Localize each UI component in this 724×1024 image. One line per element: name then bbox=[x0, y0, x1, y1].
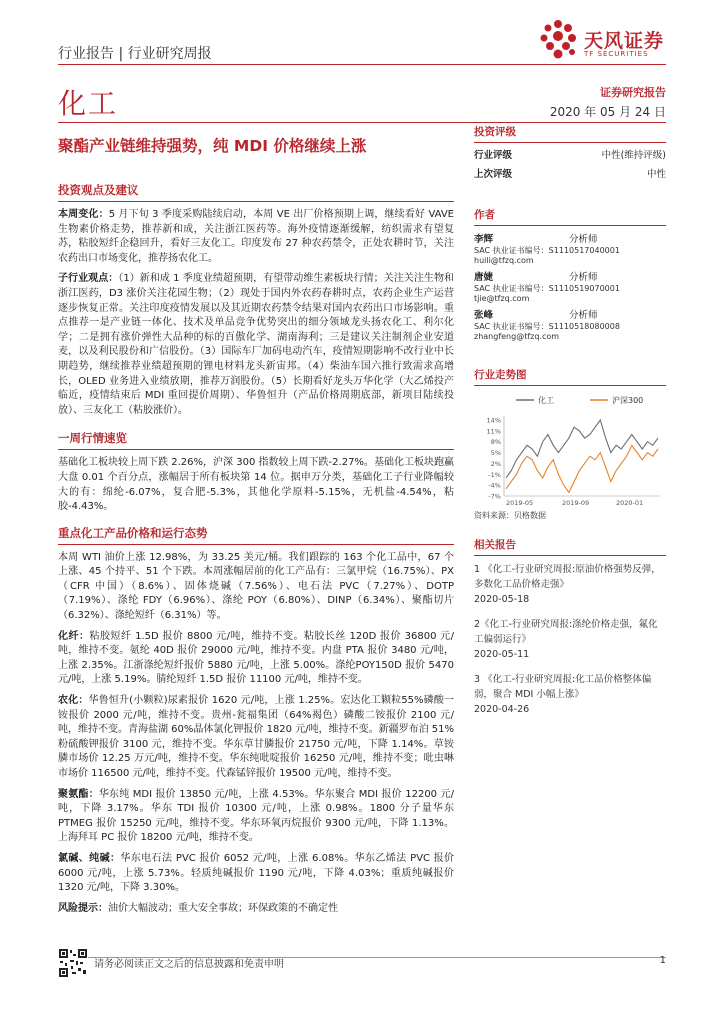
para-body: 华东电石法 PVC 报价 6052 元/吨，上涨 6.08%。华东乙烯法 PVC 报价 6000 元/吨，上涨 5.73%。轻质纯碱报价 1190 元/吨，下降 4.03%；重质纯碱报价 1320 元/吨，下降 3.30%。 bbox=[58, 852, 454, 894]
author-email[interactable]: huili@tfzq.com bbox=[474, 256, 534, 265]
para-body: 华鲁恒升(小颗粒)尿素报价 1620 元/吨，上涨 1.25%。宏达化工颗粒55%磷酸一铵报价 2000 元/吨，维持不变。贵州-瓮福集团（64%褐色）磷酸二铵报价 2100 元/吨，维持不变。青海盐湖 60%晶体氯化钾报价 1820 元/吨，维持不变。新疆罗布泊 51%粉硫酸钾报价 3100 元，维持不变。华东草甘膦报价 21750 元/吨，下降 1.14%。草铵膦市场价 12.25 万元/吨，维持不变。华东纯吡啶报价 16250 元/吨，维持不变；吡虫啉市场价 116500 元/吨，维持不变。代森锰锌报价 19500 元/吨，维持不变。 bbox=[58, 695, 455, 779]
chart-divider bbox=[474, 385, 666, 386]
related-report-text: 1 《化工-行业研究周报:原油价格强势反弹，多数化工品价格走强》 bbox=[474, 564, 661, 590]
paragraph-agro bbox=[58, 694, 454, 782]
para-body: 基础化工板块较上周下跌 2.26%，沪深 300 指数较上周下跌-2.27%。基础化工板块跑赢大盘 0.01 个百分点，涨幅居于所有板块第 14 位。据申万分类，基础化工子行业降幅较大的有：绵纶-6.07%，复合肥-5.3%，其他化学原料-5.15%，无机盐-4.54%，粘胶-4.43%。 bbox=[58, 457, 454, 513]
para-lead: 子行业观点： bbox=[58, 273, 119, 285]
related-report-date: 2020-04-26 bbox=[474, 704, 530, 715]
main-column bbox=[58, 182, 454, 916]
author-block bbox=[474, 307, 666, 341]
para-lead: 聚氨酯： bbox=[58, 788, 99, 800]
section-title-views: 投资观点及建议 bbox=[58, 183, 139, 197]
paragraph-chlor-alkali bbox=[58, 852, 454, 896]
related-report-text: 3 《化工-行业研究周报:化工品价格整体偏弱，聚合 MDI 小幅上涨》 bbox=[474, 674, 652, 700]
para-lead: 氯碱、纯碱： bbox=[58, 852, 121, 864]
rating-value: 中性(维持评级) bbox=[601, 150, 666, 161]
para-lead: 本周变化： bbox=[58, 209, 109, 220]
author-sac: SAC 执业证书编号：S1110517040001 bbox=[474, 246, 620, 255]
industry-trend-chart bbox=[474, 390, 666, 508]
paragraph-risk bbox=[58, 902, 454, 917]
y-tick-label: -4% bbox=[488, 481, 501, 490]
y-tick-label: 2% bbox=[490, 459, 501, 468]
author-role: 分析师 bbox=[569, 234, 598, 245]
author-sac: SAC 执业证书编号：S1110519070001 bbox=[474, 284, 620, 293]
report-category: 证券研究报告 bbox=[600, 86, 666, 99]
paragraph-oil bbox=[58, 551, 454, 624]
footer-disclaimer[interactable]: 请务必阅读正文之后的信息披露和免责申明 bbox=[94, 959, 284, 970]
author-sac: SAC 执业证书编号：S1110518080008 bbox=[474, 322, 620, 331]
para-lead: 风险提示： bbox=[58, 902, 108, 914]
header-divider bbox=[58, 64, 666, 65]
brand-logo bbox=[536, 18, 666, 66]
industry-title: 化工 bbox=[58, 87, 119, 120]
chart-source: 资料来源：贝格数据 bbox=[474, 511, 546, 520]
chart-title: 行业走势图 bbox=[474, 369, 527, 381]
logo-text-cn: 天风证券 bbox=[584, 30, 665, 52]
related-title: 相关报告 bbox=[474, 539, 516, 551]
author-role: 分析师 bbox=[569, 272, 598, 283]
series-line bbox=[506, 445, 658, 492]
related-report-item[interactable] bbox=[474, 617, 662, 662]
para-body: 粘胶短纤 1.5D 报价 8800 元/吨，维持不变。粘胶长丝 120D 报价 36800 元/吨，维持不变。氨纶 40D 报价 29000 元/吨，维持不变。内盘 PTA 报价 3480 元/吨，上涨 2.35%。江浙涤纶短纤报价 5880 元/吨，上涨 5.00%。涤纶POY150D 报价 5470 元/吨，上涨 5.19%。腈纶短纤 1.5D 报价 11100 元/吨，维持不变。 bbox=[58, 630, 455, 686]
rating-row bbox=[474, 147, 666, 161]
y-tick-label: -1% bbox=[488, 470, 501, 479]
para-lead: 农化： bbox=[58, 695, 89, 707]
paragraph-polyurethane bbox=[58, 788, 454, 846]
para-body: 华东纯 MDI 报价 13850 元/吨，上涨 4.53%。华东聚合 MDI 报价 12200 元/吨，下降 3.17%。华东 TDI 报价 10300 元/吨，上涨 0.98%。1800 分子量华东 PTMEG 报价 15250 元/吨，维持不变。华东环氧丙烷报价 9300 元/吨，下降 1.13%。上海拜耳 PC 报价 18200 元/吨，维持不变。 bbox=[58, 788, 454, 844]
trend-chart-svg bbox=[474, 390, 666, 508]
x-tick-label: 2019-09 bbox=[562, 499, 590, 507]
section-divider bbox=[58, 449, 454, 450]
author-name: 唐婕 bbox=[474, 272, 494, 283]
headline: 聚酯产业链维持强势，纯 MDI 价格继续上涨 bbox=[58, 137, 367, 155]
x-tick-label: 2019-05 bbox=[506, 499, 534, 507]
x-tick-label: 2020-01 bbox=[616, 499, 644, 507]
page-number: 1 bbox=[659, 955, 666, 966]
para-body: 5 月下旬 3 季度采购陆续启动，本周 VE 出厂价格预期上调，继续看好 VAVE 生物素价格走势，推荐新和成，关注浙江医药等。海外疫情逐渐缓解，纺织需求有望复苏，粘胶短纤企稳回升，看好三友化工。印度发布 27 种农药禁令，正处农耕时节，关注农药出口市场变化，推荐扬农化工。 bbox=[58, 209, 455, 264]
author-block bbox=[474, 231, 666, 265]
section-divider bbox=[58, 544, 454, 545]
rating-title: 投资评级 bbox=[474, 126, 516, 138]
related-divider bbox=[474, 555, 666, 556]
author-role: 分析师 bbox=[569, 310, 598, 321]
legend-label: 沪深300 bbox=[612, 396, 644, 405]
y-tick-label: 5% bbox=[490, 449, 501, 458]
paragraph-fiber bbox=[58, 630, 454, 688]
y-tick-label: 8% bbox=[490, 438, 501, 447]
author-name: 张峰 bbox=[474, 310, 494, 321]
rating-label: 行业评级 bbox=[474, 150, 513, 161]
related-report-item[interactable] bbox=[474, 562, 662, 607]
related-report-item[interactable] bbox=[474, 672, 662, 717]
report-date: 2020 年 05 月 24 日 bbox=[549, 105, 666, 119]
rating-divider bbox=[474, 142, 666, 143]
legend-label: 化工 bbox=[538, 396, 554, 405]
author-email[interactable]: zhangfeng@tfzq.com bbox=[474, 332, 560, 341]
paragraph-sub-industry bbox=[58, 272, 454, 418]
related-report-date: 2020-05-18 bbox=[474, 594, 530, 605]
rating-label: 上次评级 bbox=[474, 169, 513, 180]
y-tick-label: 11% bbox=[486, 427, 501, 436]
author-block bbox=[474, 269, 666, 303]
author-email[interactable]: tjie@tfzq.com bbox=[474, 294, 530, 303]
section-title-products: 重点化工产品价格和运行态势 bbox=[58, 525, 208, 540]
qr-code-icon bbox=[58, 948, 88, 978]
y-tick-label: -7% bbox=[488, 492, 501, 501]
section-title-market: 一周行情速览 bbox=[58, 431, 127, 446]
para-body: 本周 WTI 油价上涨 12.98%，为 33.25 美元/桶。我们跟踪的 163 个化工品中，67 个上涨、45 个持平、51 个下跌。本周涨幅居前的化工产品有：三氯甲烷（16.75%）、PX（CFR 中国）（8.6%）、固体烧碱（7.56%）、电石法 PVC（7.27%）、DOTP（7.19%）、涤纶 FDY（6.96%）、涤纶 POY（6.80%）、DINP（6.34%）、聚酯切片（6.32%）、涤纶短纤（6.31%）等。 bbox=[58, 551, 454, 622]
paragraph-weekly-change bbox=[58, 208, 454, 266]
authors-title: 作者 bbox=[474, 209, 495, 221]
related-report-text: 2《化工-行业研究周报:涤纶价格走强，氟化工偏弱运行》 bbox=[474, 619, 658, 645]
para-lead: 化纤： bbox=[58, 630, 90, 642]
rating-row bbox=[474, 166, 666, 180]
side-column bbox=[474, 124, 666, 717]
y-tick-label: 14% bbox=[486, 416, 501, 425]
rating-value: 中性 bbox=[646, 169, 666, 180]
para-body: （1）新和成 1 季度业绩超预期，有望带动维生素板块行情；关注关注生物和浙江医药，D3 涨价关注花园生物；（2）现处于国内外农药春耕时点，农药企业生产运营逐步恢复正常。关注印度疫情发展以及其近期农药禁令结果对国内农药出口市场影响。重点推荐一是产业链一体化、技术及单品竞争优势突出的细分领域龙头扬农化工、利尔化学；二是拥有涨价弹性大品种的标的百傲化学、湖南海利；三是建议关注制剂企业安道麦，以及利民股份和广信股份。（3）国际车厂加码电动汽车，疫情短期影响不改行业中长期趋势，继续推荐业绩超预期的锂电材料龙头新宙邦。（4）柴油车国六推行致需求高增长，OLED 业务进入业绩放期，推荐万润股份。（5）长期看好龙头万华化学（大乙烯投产临近，疫情结束后 MDI 重回提价周期）、华鲁恒升（产品价格周期底部，新项目陆续投放）、三友化工（粘胶涨价）。 bbox=[58, 273, 454, 416]
authors-divider bbox=[474, 225, 666, 226]
paragraph-market bbox=[58, 456, 454, 514]
para-body: 油价大幅波动；重大安全事故；环保政策的不确定性 bbox=[108, 902, 338, 914]
series-line bbox=[506, 420, 658, 478]
title-divider bbox=[58, 122, 666, 123]
section-divider bbox=[58, 201, 454, 202]
author-name: 李辉 bbox=[474, 234, 494, 245]
related-report-date: 2020-05-11 bbox=[474, 649, 530, 660]
logo-icon bbox=[536, 18, 580, 62]
report-type: 行业报告 | 行业研究周报 bbox=[58, 46, 212, 62]
logo-text-en: TF SECURITIES bbox=[584, 50, 649, 58]
